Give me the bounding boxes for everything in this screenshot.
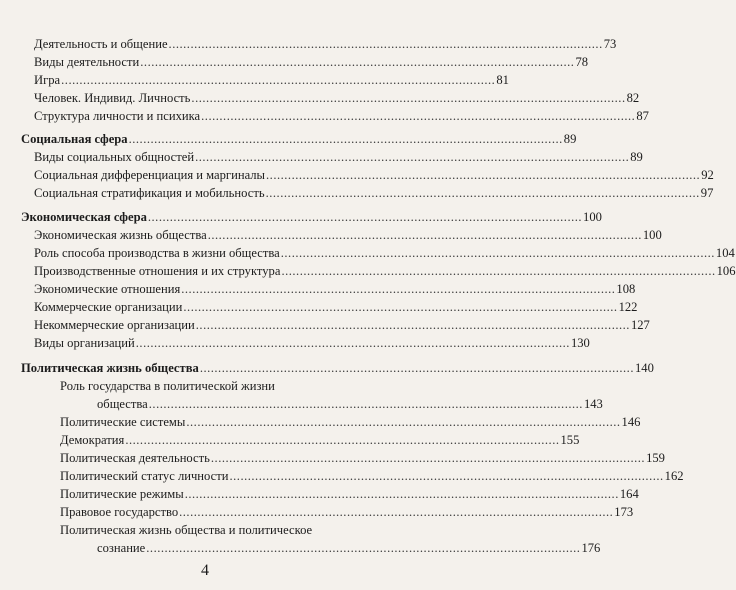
toc-entry-title: Игра: [34, 73, 61, 87]
toc-entry-page: 89: [563, 132, 577, 146]
toc-entry: [60, 469, 684, 484]
toc-entry-title: Коммерческие организации: [34, 300, 183, 314]
toc-entry-title: Производственные отношения и их структура: [34, 264, 281, 278]
toc-entry-page: 100: [642, 228, 662, 242]
toc-leader: .......................................................................................................................: [140, 55, 575, 69]
toc-entry-page: 73: [603, 37, 617, 51]
toc-entry-page: 176: [581, 541, 601, 555]
toc-leader: .......................................................................................................................: [186, 415, 621, 429]
toc-entry: [34, 186, 714, 201]
toc-leader: .......................................................................................................................: [199, 361, 634, 375]
toc-entry: [60, 433, 580, 448]
toc-entry-title: Деятельность и общение: [34, 37, 168, 51]
toc-entry-page: 82: [626, 91, 640, 105]
toc-section-heading: [21, 361, 654, 376]
toc-entry-page: 92: [701, 168, 714, 182]
toc-section-heading: [21, 132, 577, 147]
toc-entry-page: 159: [646, 451, 665, 465]
toc-entry-title: Некоммерческие организации: [34, 318, 195, 332]
toc-entry: [34, 228, 662, 243]
toc-leader: .......................................................................................................................: [128, 132, 563, 146]
toc-entry-page: 143: [583, 397, 603, 411]
toc-entry-page: 89: [630, 150, 643, 164]
toc-section-heading: [21, 210, 602, 225]
toc-entry: [60, 505, 634, 520]
toc-entry: [34, 109, 649, 124]
toc-entry: [34, 318, 650, 333]
toc-leader: .......................................................................................................................: [147, 210, 583, 224]
toc-entry-title: Экономические отношения: [34, 282, 181, 296]
toc-leader: .......................................................................................................................: [195, 150, 630, 164]
toc-leader: .......................................................................................................................: [210, 451, 646, 465]
toc-entry-title: Демократия: [60, 433, 125, 447]
toc-entry-title: Политическая жизнь общества: [21, 361, 199, 375]
toc-leader: .......................................................................................................................: [195, 318, 630, 332]
toc-entry-page: 155: [560, 433, 580, 447]
toc-entry-page: 100: [583, 210, 602, 224]
toc-entry: [34, 264, 736, 279]
toc-leader: .......................................................................................................................: [179, 505, 614, 519]
toc-leader: .......................................................................................................................: [61, 73, 496, 87]
toc-leader: .......................................................................................................................: [265, 186, 700, 200]
page-number: 4: [201, 562, 209, 579]
toc-entry-title: Экономическая жизнь общества: [34, 228, 207, 242]
toc-entry-title: Роль государства в политической жизни: [60, 379, 275, 393]
toc-entry-title: Социальная стратификация и мобильность: [34, 186, 265, 200]
toc-leader: .......................................................................................................................: [280, 246, 715, 260]
toc-entry-page: 108: [616, 282, 636, 296]
toc-entry: [97, 541, 601, 556]
toc-leader: .......................................................................................................................: [184, 487, 619, 501]
toc-leader: .......................................................................................................................: [146, 541, 581, 555]
toc-entry: [34, 336, 590, 351]
toc-entry-title: Виды организаций: [34, 336, 135, 350]
toc-leader: .......................................................................................................................: [191, 91, 626, 105]
toc-entry: [34, 246, 735, 261]
toc-leader: .......................................................................................................................: [168, 37, 603, 51]
toc-entry-title: Социальная дифференциация и маргиналы: [34, 168, 266, 182]
toc-entry-page: 106: [716, 264, 736, 278]
toc-entry: [60, 415, 641, 430]
toc-leader: .......................................................................................................................: [281, 264, 716, 278]
toc-entry-page: 122: [618, 300, 638, 314]
toc-leader: .......................................................................................................................: [135, 336, 570, 350]
toc-entry: [34, 91, 640, 106]
toc-entry: [34, 55, 589, 70]
toc-entry-title: Социальная сфера: [21, 132, 128, 146]
toc-entry: [34, 37, 617, 52]
toc-entry-page: 97: [700, 186, 714, 200]
toc-leader: .......................................................................................................................: [201, 109, 636, 123]
toc-entry: [34, 282, 636, 297]
toc-entry-page: 104: [715, 246, 735, 260]
toc-entry-title-continued: общества: [97, 397, 148, 411]
toc-leader: .......................................................................................................................: [125, 433, 560, 447]
toc-entry-title: Роль способа производства в жизни общества: [34, 246, 280, 260]
toc-entry-page: 81: [496, 73, 509, 87]
toc-entry-title: Экономическая сфера: [21, 210, 147, 224]
toc-entry-page: 127: [630, 318, 650, 332]
toc-entry-page: 87: [636, 109, 649, 123]
toc-entry-page: 78: [575, 55, 589, 69]
toc-entry-page: 146: [621, 415, 641, 429]
toc-entry-title: Правовое государство: [60, 505, 179, 519]
toc-leader: .......................................................................................................................: [148, 397, 583, 411]
toc-entry-title-continued: сознание: [97, 541, 146, 555]
toc-entry: [34, 73, 509, 88]
toc-entry: [60, 451, 665, 466]
toc-entry-title: Политическая жизнь общества и политическое: [60, 523, 313, 537]
toc-entry-title: Виды деятельности: [34, 55, 140, 69]
toc-entry-title: Виды социальных общностей: [34, 150, 195, 164]
toc-leader: .......................................................................................................................: [207, 228, 642, 242]
toc-entry-title: Политическая деятельность: [60, 451, 210, 465]
toc-entry-page: 130: [570, 336, 590, 350]
toc-entry: [34, 300, 638, 315]
toc-entry-page: 164: [619, 487, 639, 501]
toc-entry-title: Политические режимы: [60, 487, 184, 501]
toc-entry-title: Политический статус личности: [60, 469, 229, 483]
toc-leader: .......................................................................................................................: [183, 300, 618, 314]
toc-leader: .......................................................................................................................: [181, 282, 616, 296]
toc-entry-title: Политические системы: [60, 415, 186, 429]
toc-entry: [60, 487, 639, 502]
toc-entry: [97, 397, 603, 412]
toc-leader: .......................................................................................................................: [229, 469, 664, 483]
toc-entry-page: 162: [664, 469, 684, 483]
toc-leader: .......................................................................................................................: [266, 168, 701, 182]
toc-entry-page: 140: [634, 361, 654, 375]
toc-entry: [34, 168, 714, 183]
toc-entry-title: Человек. Индивид. Личность: [34, 91, 191, 105]
toc-entry: [34, 150, 643, 165]
toc-entry-title: Структура личности и психика: [34, 109, 201, 123]
toc-entry-page: 173: [614, 505, 634, 519]
